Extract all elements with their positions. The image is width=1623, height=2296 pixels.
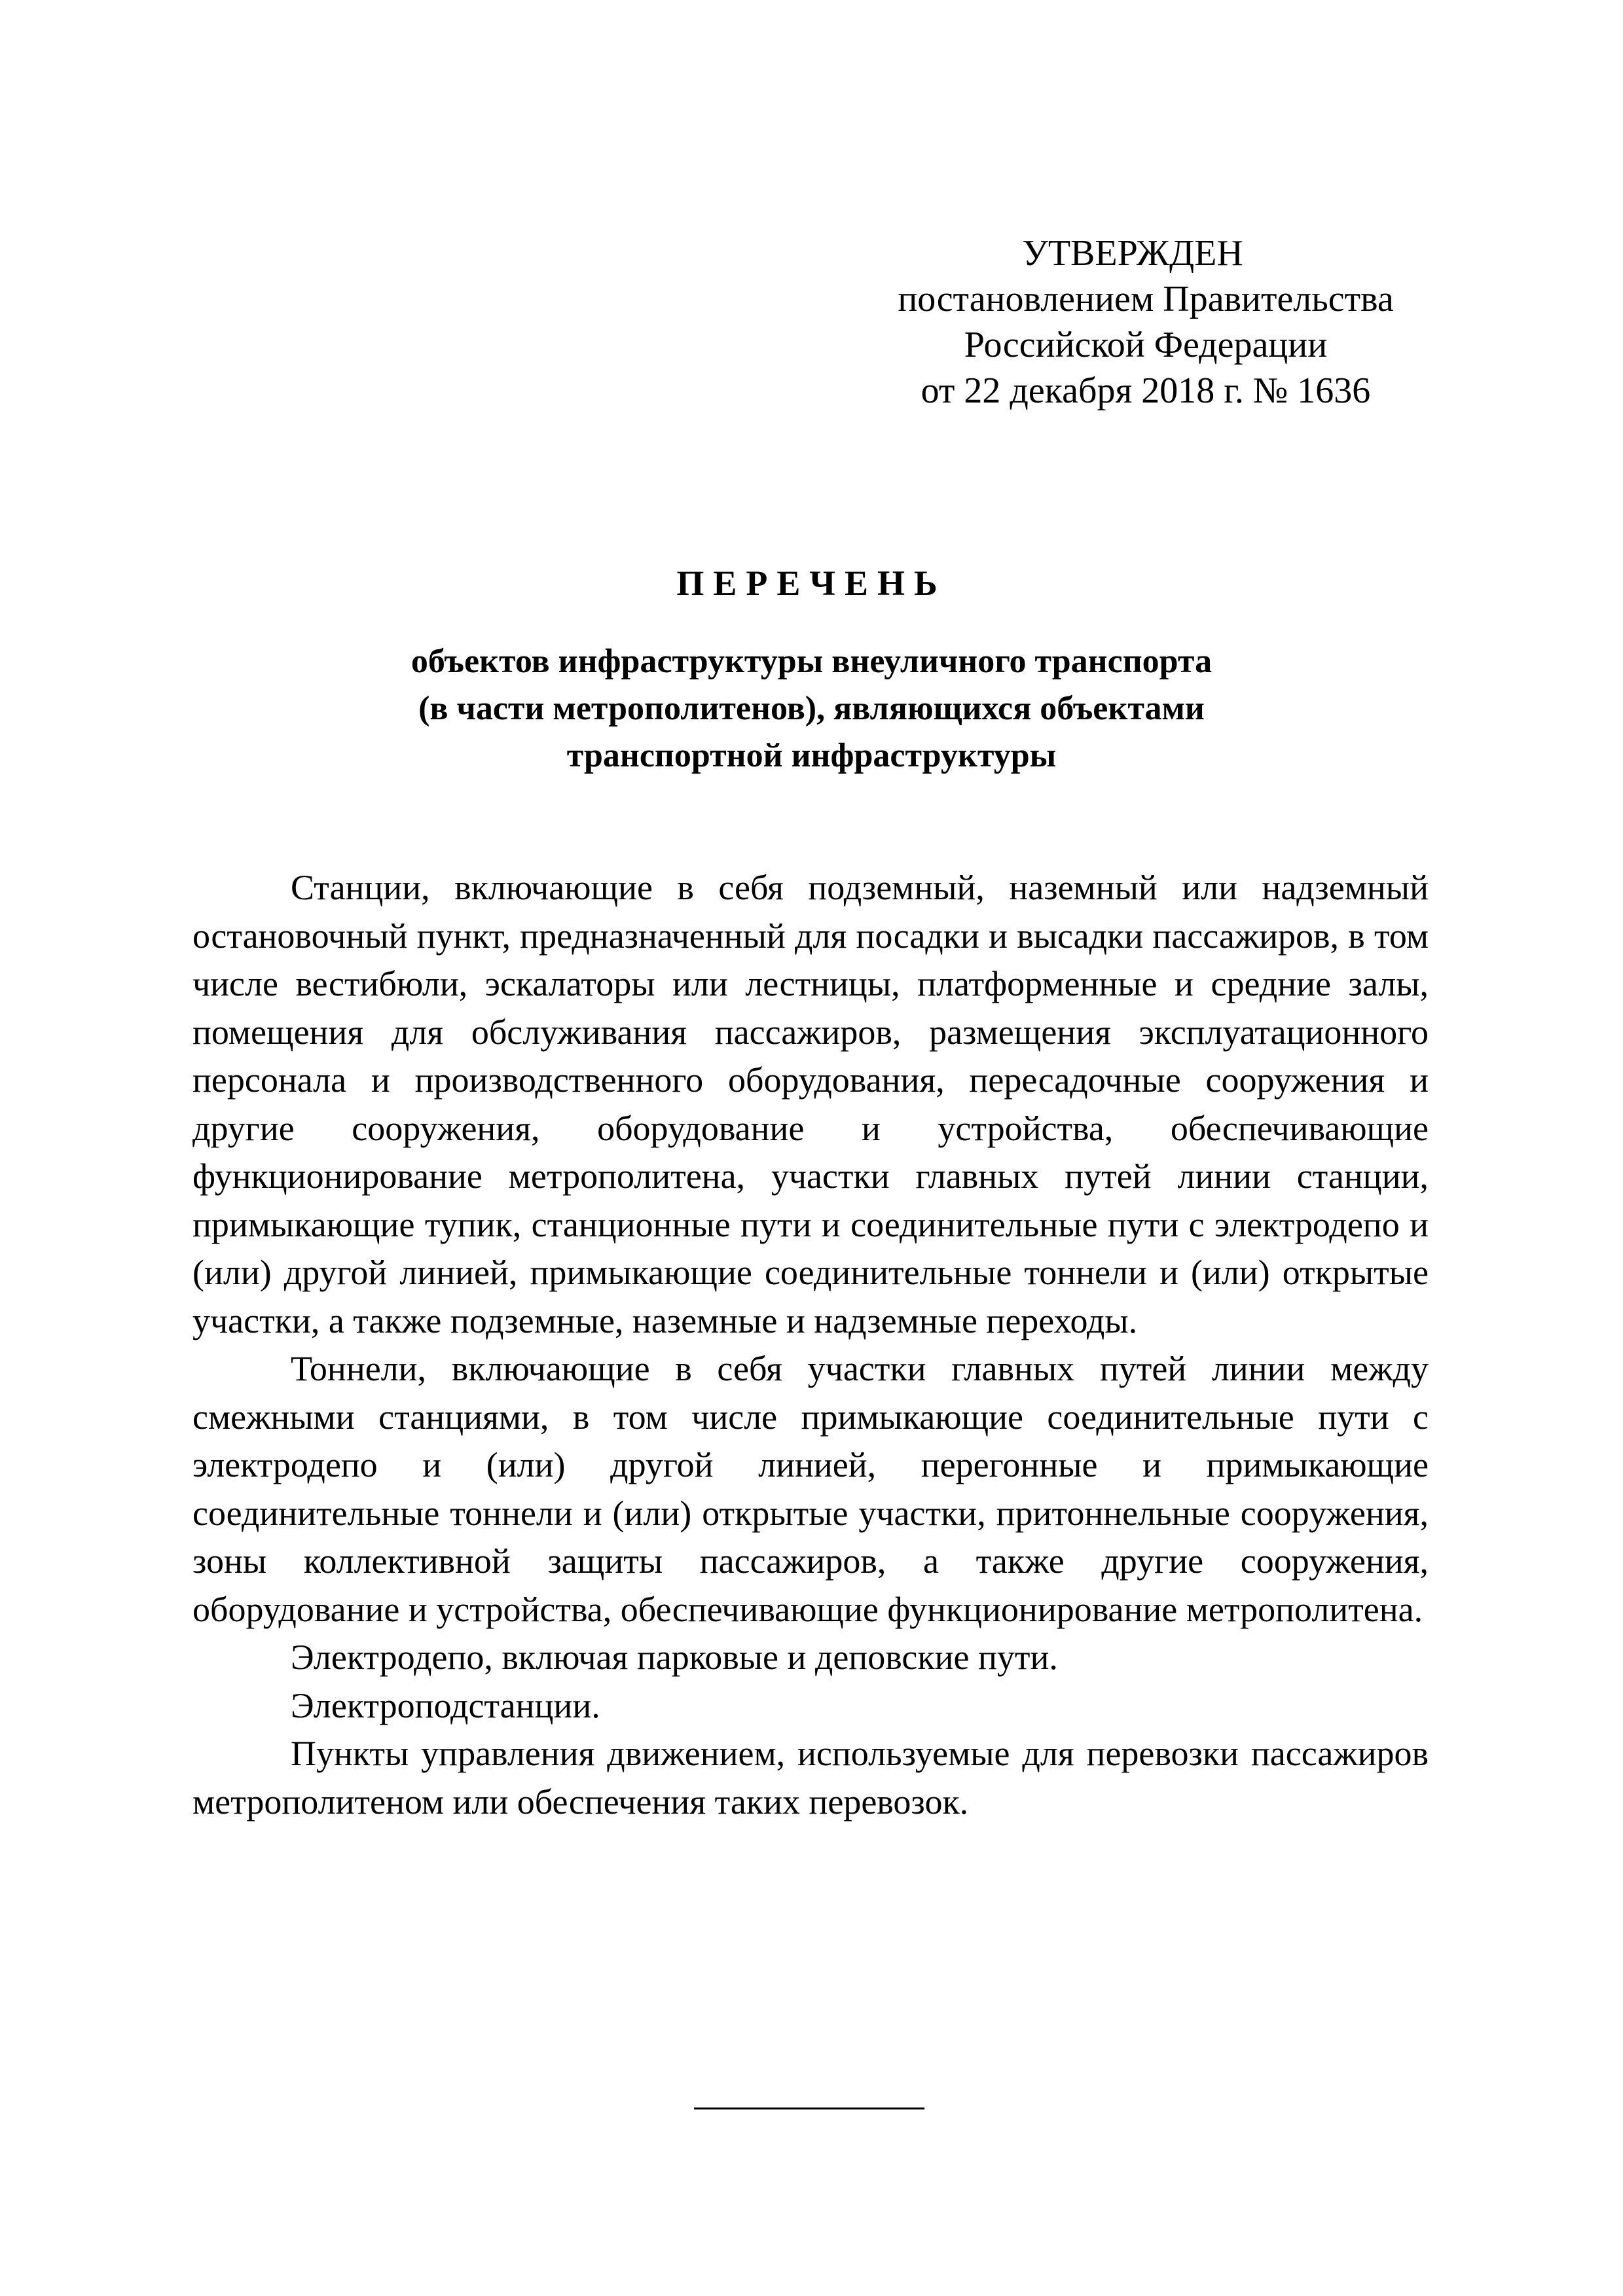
subtitle-line-1: объектов инфраструктуры внеуличного транспорта [410,643,1213,680]
approval-line-resolution: постановлением Правительства [898,279,1394,319]
approval-line-federation: Российской Федерации [964,325,1328,365]
subtitle-line-2: (в части метрополитенов), являющихся объектами [418,690,1205,727]
approval-stamp [818,230,1473,414]
paragraph-tunnels: Тоннели, включающие в себя участки главных путей линии между смежными станциями, в том числе примыкающие соединительные пути с электродепо и (или) другой линией, перегонные и примыкающие соединительные тоннели и (или) открытые участки, притоннельные сооружения, зоны коллективной защиты пассажиров, а также другие сооружения, оборудование и устройства, обеспечивающие функционирование метрополитена. [192,1349,1429,1629]
document-subtitle [0,638,1623,780]
paragraph-stations: Станции, включающие в себя подземный, наземный или надземный остановочный пункт, предназначенный для посадки и высадки пассажиров, в том числе вестибюли, эскалаторы или лестницы, платформенные и средние залы, помещения для обслуживания пассажиров, размещения эксплуатационного персонала и производственного оборудования, пересадочные сооружения и другие сооружения, оборудование и устройства, обеспечивающие функционирование метрополитена, участки главных путей линии станции, примыкающие тупик, станционные пути и соединительные пути с электродепо и (или) другой линией, примыкающие соединительные тоннели и (или) открытые участки, а также подземные, наземные и надземные переходы. [192,868,1429,1340]
closing-divider [694,2108,924,2109]
approval-line-date-number: от 22 декабря 2018 г. № 1636 [921,370,1371,411]
document-body [192,864,1429,1826]
subtitle-line-3: транспортной инфраструктуры [566,737,1057,774]
approved-heading: УТВЕРЖДЕН [1022,233,1243,274]
document-title: ПЕРЕЧЕНЬ [676,564,947,603]
paragraph-depot: Электродепо, включая парковые и деповские пути. [291,1638,1058,1677]
paragraph-control-points: Пункты управления движением, используемые для перевозки пассажиров метрополитеном или обеспечения таких перевозок. [192,1734,1429,1821]
paragraph-substations: Электроподстанции. [291,1685,600,1725]
